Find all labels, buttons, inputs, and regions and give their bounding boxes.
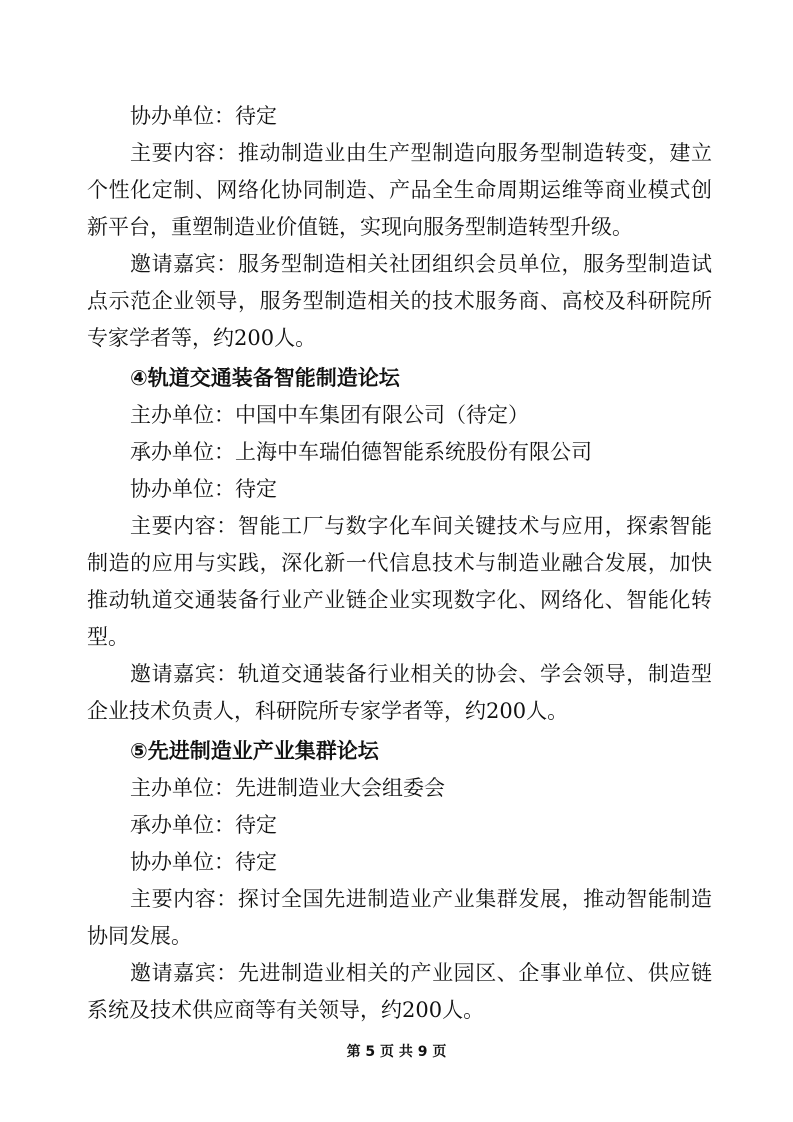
intro-co-organizer: 协办单位：待定 xyxy=(130,104,277,128)
page-number-footer: 第 5 页 共 9 页 xyxy=(346,1044,447,1060)
forum5-guests: 邀请嘉宾：先进制造业相关的产业园区、企事业单位、供应链系统及技术供应商等有关领导，约200人。 xyxy=(87,961,712,1022)
forum4-guests: 邀请嘉宾：轨道交通装备行业相关的协会、学会领导，制造型企业技术负责人，科研院所专家学者等，约200人。 xyxy=(87,662,712,723)
forum4-main-content: 主要内容：智能工厂与数字化车间关键技术与应用，探索智能制造的应用与实践，深化新一代信息技术与制造业融合发展，加快推动轨道交通装备行业产业链企业实现数字化、网络化、智能化转型。 xyxy=(87,514,712,649)
forum5-organizer: 承办单位：待定 xyxy=(130,813,277,837)
document-body xyxy=(87,98,712,1029)
forum5-co-organizer: 协办单位：待定 xyxy=(130,850,277,874)
forum4-organizer: 承办单位：上海中车瑞伯德智能系统股份有限公司 xyxy=(130,440,592,464)
forum5-heading: ⑤先进制造业产业集群论坛 xyxy=(130,739,379,763)
intro-main-content: 主要内容：推动制造业由生产型制造向服务型制造转变，建立个性化定制、网络化协同制造、产品全生命周期运维等商业模式创新平台，重塑制造业价值链，实现向服务型制造转型升级。 xyxy=(87,141,712,239)
forum4-heading: ④轨道交通装备智能制造论坛 xyxy=(130,366,400,390)
intro-guests: 邀请嘉宾：服务型制造相关社团组织会员单位，服务型制造试点示范企业领导，服务型制造相关的技术服务商、高校及科研院所专家学者等，约200人。 xyxy=(87,252,712,350)
forum5-host: 主办单位：先进制造业大会组委会 xyxy=(130,776,445,800)
forum4-host: 主办单位：中国中车集团有限公司（待定） xyxy=(130,403,529,427)
forum5-main-content: 主要内容：探讨全国先进制造业产业集群发展，推动智能制造协同发展。 xyxy=(87,887,712,948)
forum4-co-organizer: 协办单位：待定 xyxy=(130,477,277,501)
